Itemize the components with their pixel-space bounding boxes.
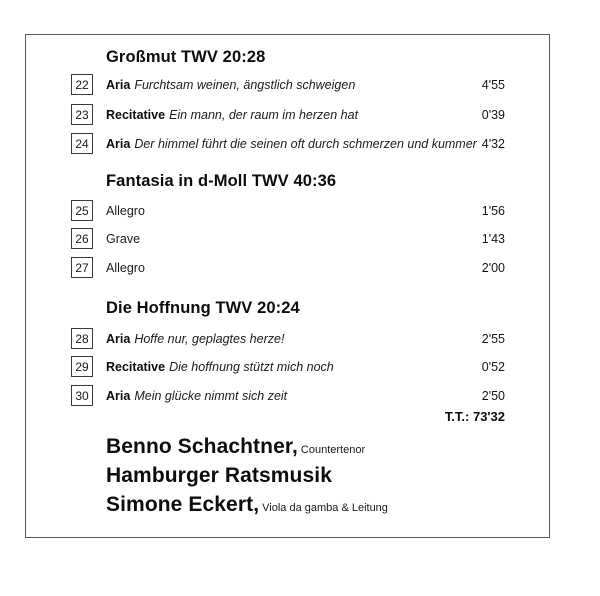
track-time: 2'50 <box>481 388 505 403</box>
track-type: Aria <box>106 136 131 151</box>
track-title: Der himmel führt die seinen oft durch schmerzen und kummer <box>134 136 477 151</box>
track-title: Hoffe nur, geplagtes herze! <box>134 331 285 346</box>
track-row-25 <box>71 200 505 221</box>
track-label <box>106 204 482 218</box>
track-number-box <box>71 328 93 349</box>
track-number: 26 <box>75 231 89 246</box>
track-title: Die hoffnung stützt mich noch <box>169 359 334 374</box>
track-number-box <box>71 356 93 377</box>
track-row-26 <box>71 228 505 249</box>
track-time: 0'39 <box>481 107 505 122</box>
track-number-box <box>71 104 93 125</box>
artist-role: Viola da gamba & Leitung <box>262 502 388 514</box>
track-row-27 <box>71 257 505 278</box>
artist-name: Hamburger Ratsmusik <box>106 464 332 487</box>
track-number: 25 <box>75 203 89 218</box>
total-time: T.T.: 73'32 <box>444 409 505 424</box>
track-number-box <box>71 385 93 406</box>
page-border-frame <box>25 34 550 538</box>
track-label <box>106 332 482 346</box>
track-row-24 <box>71 133 505 154</box>
track-number: 23 <box>75 107 89 122</box>
track-number: 24 <box>75 136 89 151</box>
track-title: Grave <box>106 231 141 246</box>
track-number: 27 <box>75 260 89 275</box>
track-label <box>106 232 482 246</box>
credit-line-ensemble <box>106 462 335 493</box>
track-number-box <box>71 133 93 154</box>
track-label <box>106 137 482 151</box>
track-time: 4'55 <box>481 77 505 92</box>
track-time: 2'00 <box>481 260 505 275</box>
track-number-box <box>71 228 93 249</box>
track-row-23 <box>71 104 505 125</box>
artist-name: Simone Eckert, <box>106 493 260 516</box>
artist-role: Countertenor <box>300 444 366 456</box>
credit-line-leader <box>106 491 388 522</box>
track-number-box <box>71 257 93 278</box>
track-number: 28 <box>75 331 89 346</box>
artist-name: Benno Schachtner, <box>106 435 298 458</box>
track-row-28 <box>71 328 505 349</box>
track-type: Recitative <box>106 359 166 374</box>
track-title: Allegro <box>106 260 145 275</box>
track-type: Recitative <box>106 107 166 122</box>
track-type: Aria <box>106 331 131 346</box>
track-number: 22 <box>75 77 89 92</box>
track-title: Ein mann, der raum im herzen hat <box>169 107 359 122</box>
track-label <box>106 78 482 92</box>
track-row-30 <box>71 385 505 406</box>
track-type: Aria <box>106 77 131 92</box>
track-label <box>106 108 482 122</box>
track-time: 2'55 <box>481 331 505 346</box>
track-row-22 <box>71 74 505 95</box>
track-label <box>106 389 482 403</box>
section-heading-grossmut: Großmut TWV 20:28 <box>106 48 266 66</box>
credit-line-countertenor <box>106 433 365 464</box>
track-time: 0'52 <box>481 359 505 374</box>
section-heading-hoffnung: Die Hoffnung TWV 20:24 <box>106 299 300 317</box>
track-label <box>106 261 482 275</box>
track-time: 4'32 <box>481 136 505 151</box>
track-label <box>106 360 482 374</box>
track-title: Allegro <box>106 203 145 218</box>
track-number: 30 <box>75 388 89 403</box>
track-number-box <box>71 74 93 95</box>
track-row-29 <box>71 356 505 377</box>
track-type: Aria <box>106 388 131 403</box>
track-number: 29 <box>75 359 89 374</box>
track-number-box <box>71 200 93 221</box>
track-time: 1'43 <box>481 231 505 246</box>
track-time: 1'56 <box>481 203 505 218</box>
track-title: Furchtsam weinen, ängstlich schweigen <box>134 77 356 92</box>
section-heading-fantasia: Fantasia in d-Moll TWV 40:36 <box>106 172 337 190</box>
track-title: Mein glücke nimmt sich zeit <box>134 388 288 403</box>
